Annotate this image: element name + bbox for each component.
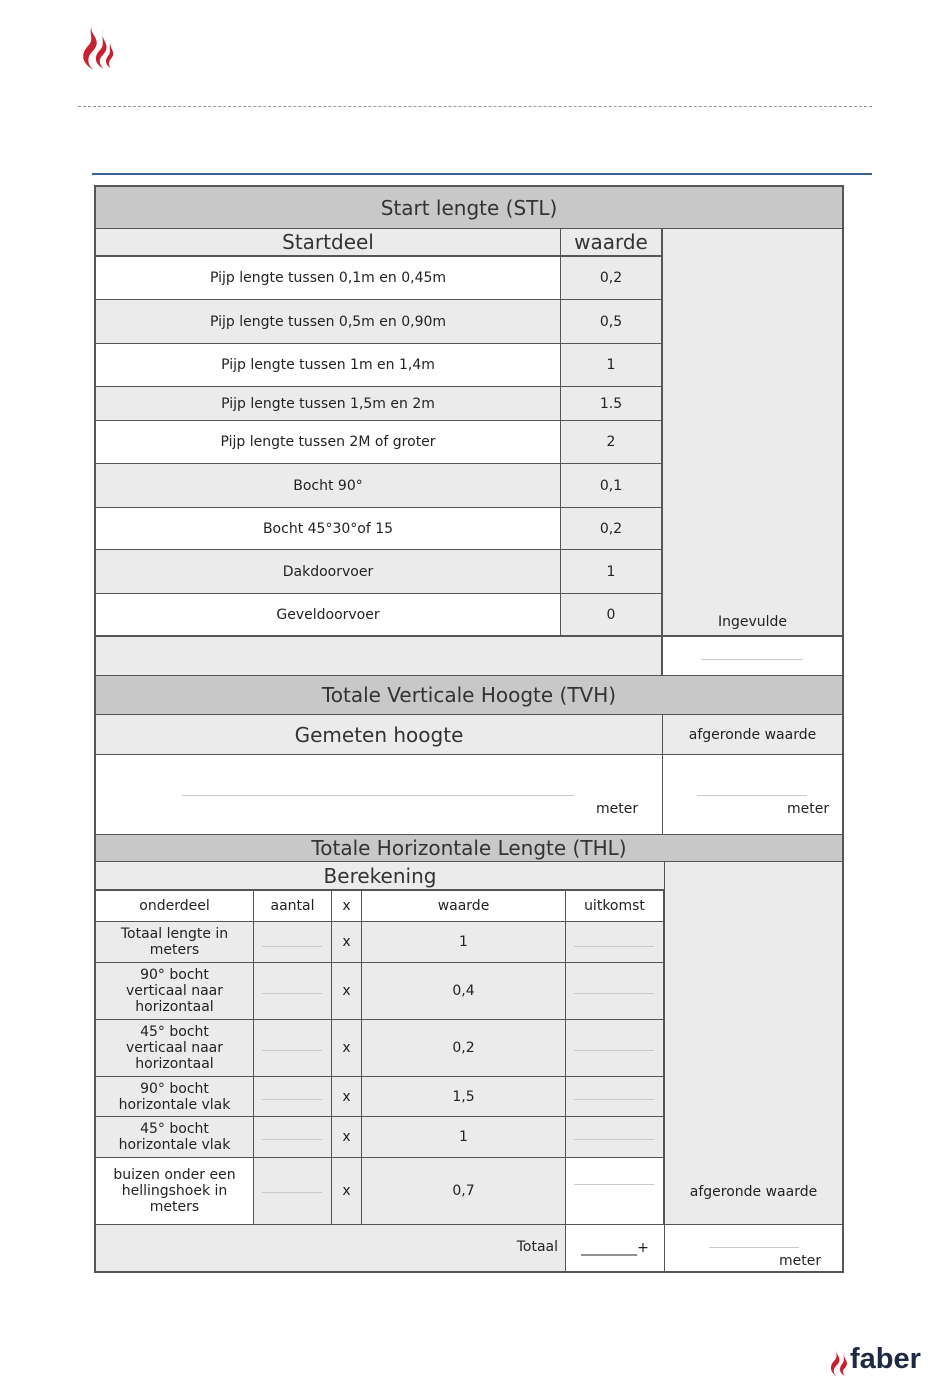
faber-logo-text: faber (850, 1343, 921, 1375)
thl-row-result-input[interactable] (565, 1076, 664, 1117)
stl-row-label: Pijp lengte tussen 1m en 1,4m (95, 343, 561, 387)
stl-filled-input[interactable] (662, 636, 843, 676)
stl-row-label: Bocht 90° (95, 463, 561, 508)
thl-total-input[interactable]: ________+ (565, 1224, 665, 1272)
stl-total-row (95, 636, 662, 676)
stl-row-label: Dakdoorvoer (95, 549, 561, 594)
stl-title: Start lengte (STL) (95, 186, 843, 229)
stl-row-value: 1 (560, 343, 662, 387)
thl-row-count-input[interactable] (253, 1116, 332, 1158)
thl-row-count-input[interactable] (253, 1076, 332, 1117)
tvh-rounded-label: afgeronde waarde (662, 714, 843, 755)
thl-row-x: x (331, 1019, 362, 1077)
thl-row-count-input[interactable] (253, 1157, 332, 1225)
thl-header-value: waarde (361, 890, 566, 922)
thl-row-count-input[interactable] (253, 962, 332, 1020)
faber-flame-icon (828, 1344, 852, 1378)
thl-row-label: 90° bocht horizontale vlak (95, 1076, 254, 1117)
stl-row-value: 1 (560, 549, 662, 594)
tvh-measured-input[interactable] (95, 754, 663, 835)
stl-row-label: Pijp lengte tussen 2M of groter (95, 420, 561, 464)
thl-row-value: 0,7 (361, 1157, 566, 1225)
thl-row-x: x (331, 1157, 362, 1225)
stl-row-value: 2 (560, 420, 662, 464)
thl-row-value: 0,4 (361, 962, 566, 1020)
thl-row-result-input[interactable] (565, 962, 664, 1020)
thl-rounded-column (664, 861, 843, 1225)
thl-rounded-label: afgeronde waarde (689, 1184, 818, 1200)
thl-header-part: onderdeel (95, 890, 254, 922)
stl-row-label: Geveldoorvoer (95, 593, 561, 636)
tvh-measured-label: Gemeten hoogte (95, 714, 663, 755)
stl-row-value: 1.5 (560, 386, 662, 421)
thl-rounded-unit: meter (779, 1253, 822, 1269)
thl-subtitle: Berekening (95, 861, 665, 890)
thl-row-value: 1 (361, 921, 566, 963)
stl-row-value: 0,2 (560, 256, 662, 300)
thl-row-result-input[interactable] (565, 1116, 664, 1158)
stl-filled-label: Ingevulde (717, 614, 788, 630)
thl-row-value: 0,2 (361, 1019, 566, 1077)
thl-row-label: 45° bocht horizontale vlak (95, 1116, 254, 1158)
stl-row-label: Bocht 45°30°of 15 (95, 507, 561, 550)
thl-header-count: aantal (253, 890, 332, 922)
thl-row-result-input[interactable] (565, 1157, 664, 1225)
stl-col-part: Startdeel (95, 228, 561, 256)
thl-row-count-input[interactable] (253, 1019, 332, 1077)
thl-row-x: x (331, 962, 362, 1020)
thl-row-result-input[interactable] (565, 1019, 664, 1077)
flame-logo-icon (78, 20, 120, 72)
stl-row-value: 0 (560, 593, 662, 636)
stl-row-value: 0,1 (560, 463, 662, 508)
stl-col-value: waarde (560, 228, 662, 256)
header-rule (92, 173, 872, 175)
thl-row-label: 90° bocht verticaal naar horizontaal (95, 962, 254, 1020)
thl-header-x: x (331, 890, 362, 922)
stl-row-value: 0,2 (560, 507, 662, 550)
stl-row-label: Pijp lengte tussen 0,5m en 0,90m (95, 299, 561, 344)
stl-row-label: Pijp lengte tussen 1,5m en 2m (95, 386, 561, 421)
thl-row-value: 1 (361, 1116, 566, 1158)
thl-row-label: 45° bocht verticaal naar horizontaal (95, 1019, 254, 1077)
thl-total-label: Totaal (516, 1239, 558, 1255)
thl-row-value: 1,5 (361, 1076, 566, 1117)
thl-row-x: x (331, 1076, 362, 1117)
tvh-measured-unit: meter (596, 801, 639, 817)
tvh-title: Totale Verticale Hoogte (TVH) (95, 675, 843, 715)
thl-row-count-input[interactable] (253, 921, 332, 963)
tvh-rounded-input[interactable] (662, 754, 843, 835)
stl-row-label: Pijp lengte tussen 0,1m en 0,45m (95, 256, 561, 300)
thl-row-x: x (331, 1116, 362, 1158)
thl-title: Totale Horizontale Lengte (THL) (95, 834, 843, 862)
thl-row-result-input[interactable] (565, 921, 664, 963)
thl-header-result: uitkomst (565, 890, 664, 922)
thl-rounded-input[interactable] (664, 1224, 843, 1272)
stl-row-value: 0,5 (560, 299, 662, 344)
thl-row-label: Totaal lengte in meters (95, 921, 254, 963)
tvh-rounded-unit: meter (787, 801, 830, 817)
thl-row-x: x (331, 921, 362, 963)
header-dashed-divider (78, 106, 872, 107)
stl-filled-column (662, 228, 843, 636)
thl-row-label: buizen onder een hellingshoek in meters (95, 1157, 254, 1225)
